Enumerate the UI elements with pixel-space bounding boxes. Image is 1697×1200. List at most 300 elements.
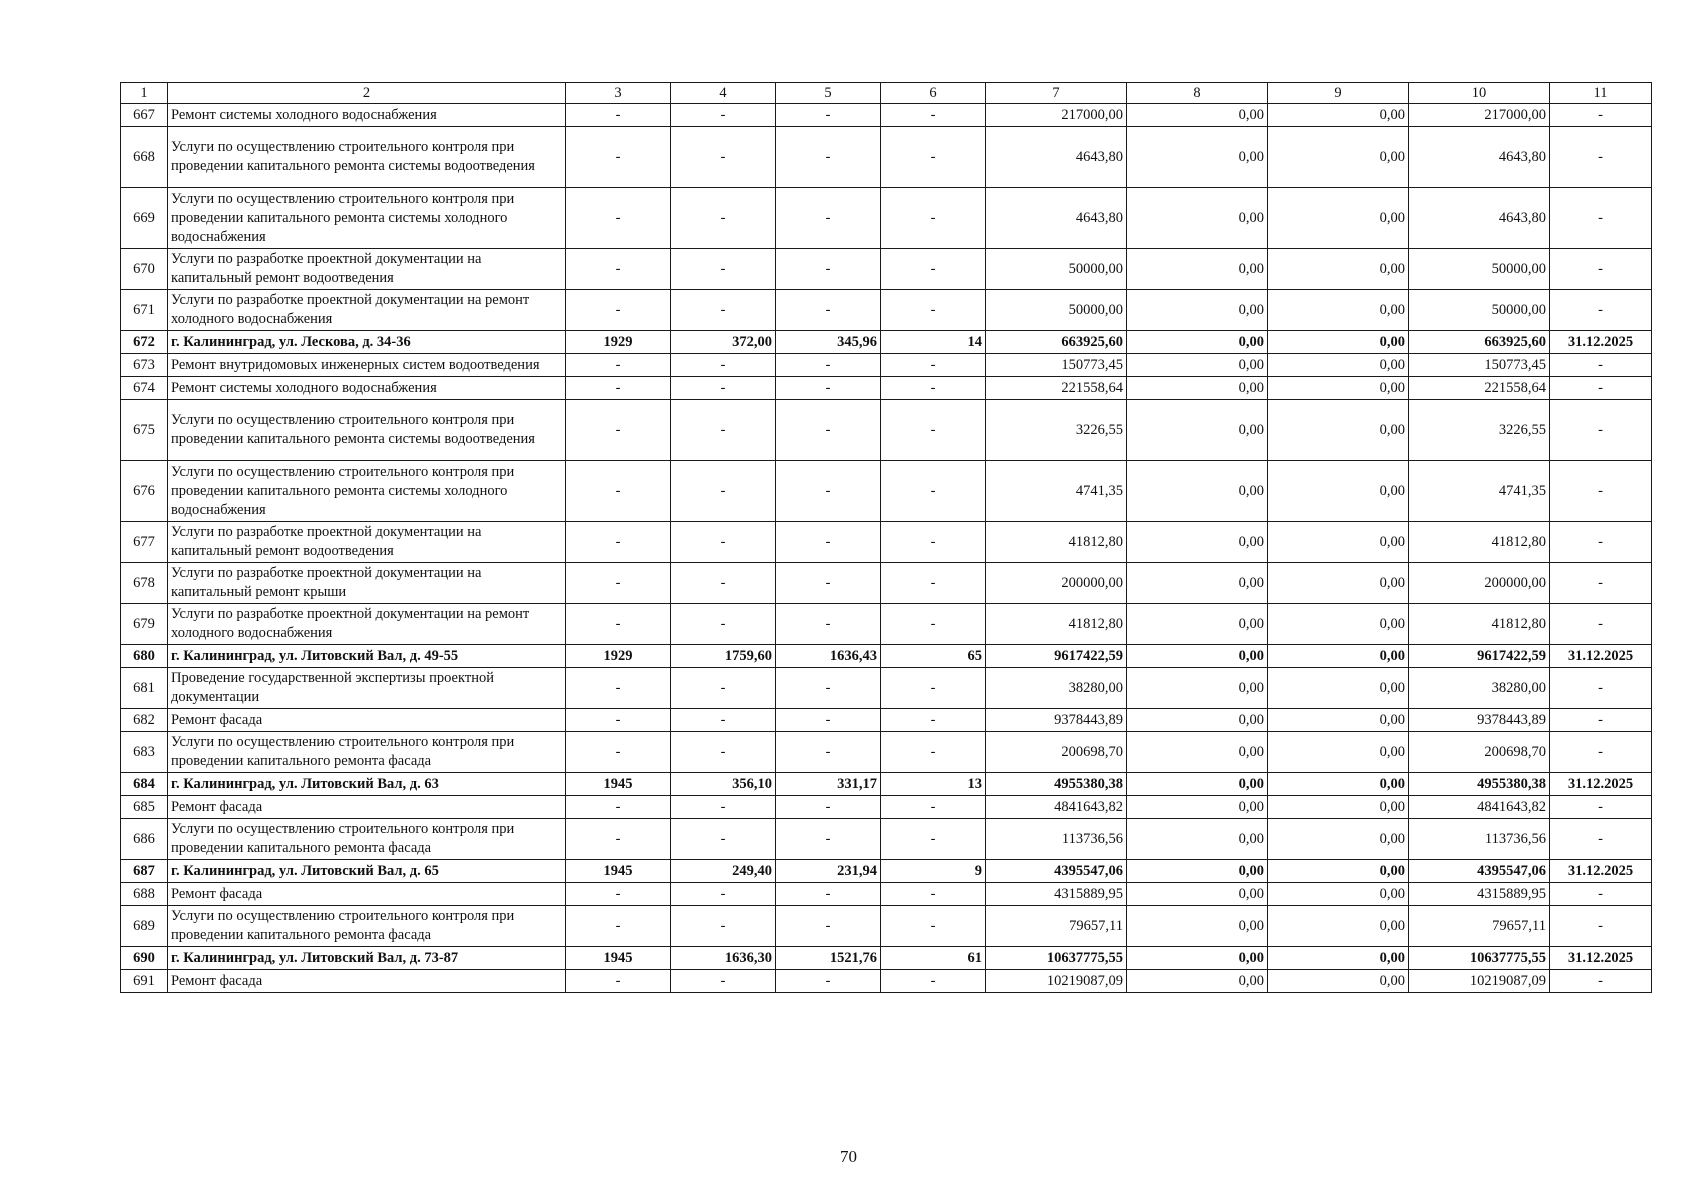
row-number: 676 — [121, 461, 168, 522]
col9-cell: 0,00 — [1268, 645, 1409, 668]
row-name: г. Калининград, ул. Литовский Вал, д. 49-55 — [168, 645, 566, 668]
row-number: 691 — [121, 970, 168, 993]
col11-cell: - — [1550, 709, 1652, 732]
table-row — [121, 906, 1652, 947]
col6-cell: - — [881, 354, 986, 377]
table-row — [121, 604, 1652, 645]
col11-cell: - — [1550, 906, 1652, 947]
repair-program-table — [120, 82, 1652, 993]
col5-cell: - — [776, 188, 881, 249]
col3-cell: - — [566, 883, 671, 906]
col11-cell: - — [1550, 461, 1652, 522]
col8-cell: 0,00 — [1127, 883, 1268, 906]
table-row — [121, 377, 1652, 400]
table-row — [121, 732, 1652, 773]
table-row — [121, 104, 1652, 127]
col10-cell: 9617422,59 — [1409, 645, 1550, 668]
col3-cell: - — [566, 563, 671, 604]
col9-cell: 0,00 — [1268, 188, 1409, 249]
col3-cell: 1929 — [566, 331, 671, 354]
row-name: Проведение государственной экспертизы проектной документации — [168, 668, 566, 709]
table-body — [121, 83, 1652, 993]
col9-cell: 0,00 — [1268, 668, 1409, 709]
col4-cell: - — [671, 522, 776, 563]
row-name: г. Калининград, ул. Лескова, д. 34-36 — [168, 331, 566, 354]
col3-cell: - — [566, 249, 671, 290]
col10-cell: 4395547,06 — [1409, 860, 1550, 883]
table-row — [121, 400, 1652, 461]
col9-cell: 0,00 — [1268, 377, 1409, 400]
col8-cell: 0,00 — [1127, 947, 1268, 970]
col9-cell: 0,00 — [1268, 400, 1409, 461]
col9-cell: 0,00 — [1268, 461, 1409, 522]
col4-cell: - — [671, 127, 776, 188]
row-name: Услуги по осуществлению строительного контроля при проведении капитального ремонта фасада — [168, 906, 566, 947]
col9-cell: 0,00 — [1268, 290, 1409, 331]
col8-cell: 0,00 — [1127, 188, 1268, 249]
col10-cell: 200000,00 — [1409, 563, 1550, 604]
col11-cell: - — [1550, 127, 1652, 188]
column-header: 9 — [1268, 83, 1409, 104]
col9-cell: 0,00 — [1268, 906, 1409, 947]
table-row — [121, 354, 1652, 377]
row-name: Ремонт внутридомовых инженерных систем водоотведения — [168, 354, 566, 377]
row-name: Услуги по разработке проектной документации на ремонт холодного водоснабжения — [168, 604, 566, 645]
col7-cell: 4395547,06 — [986, 860, 1127, 883]
col4-cell: - — [671, 104, 776, 127]
row-number: 674 — [121, 377, 168, 400]
col10-cell: 3226,55 — [1409, 400, 1550, 461]
row-name: Услуги по осуществлению строительного контроля при проведении капитального ремонта фасада — [168, 732, 566, 773]
col3-cell: - — [566, 906, 671, 947]
col8-cell: 0,00 — [1127, 604, 1268, 645]
col11-cell: - — [1550, 249, 1652, 290]
col10-cell: 9378443,89 — [1409, 709, 1550, 732]
col9-cell: 0,00 — [1268, 522, 1409, 563]
col7-cell: 200000,00 — [986, 563, 1127, 604]
row-name: Ремонт фасада — [168, 970, 566, 993]
row-name: г. Калининград, ул. Литовский Вал, д. 65 — [168, 860, 566, 883]
col9-cell: 0,00 — [1268, 819, 1409, 860]
col11-cell: - — [1550, 668, 1652, 709]
col6-cell: - — [881, 400, 986, 461]
row-name: Ремонт фасада — [168, 796, 566, 819]
col9-cell: 0,00 — [1268, 796, 1409, 819]
page-number: 70 — [840, 1147, 857, 1166]
col5-cell: - — [776, 604, 881, 645]
col10-cell: 4315889,95 — [1409, 883, 1550, 906]
col8-cell: 0,00 — [1127, 709, 1268, 732]
col7-cell: 4643,80 — [986, 127, 1127, 188]
col9-cell: 0,00 — [1268, 883, 1409, 906]
table-row — [121, 127, 1652, 188]
col7-cell: 9617422,59 — [986, 645, 1127, 668]
col5-cell: - — [776, 290, 881, 331]
row-number: 670 — [121, 249, 168, 290]
col4-cell: 1636,30 — [671, 947, 776, 970]
table-row — [121, 970, 1652, 993]
col7-cell: 217000,00 — [986, 104, 1127, 127]
col8-cell: 0,00 — [1127, 249, 1268, 290]
row-name: Услуги по осуществлению строительного контроля при проведении капитального ремонта системы холодного водоснабжения — [168, 461, 566, 522]
row-name: Услуги по осуществлению строительного контроля при проведении капитального ремонта фасада — [168, 819, 566, 860]
col8-cell: 0,00 — [1127, 668, 1268, 709]
col7-cell: 113736,56 — [986, 819, 1127, 860]
row-name: Ремонт системы холодного водоснабжения — [168, 377, 566, 400]
col6-cell: - — [881, 249, 986, 290]
col7-cell: 79657,11 — [986, 906, 1127, 947]
col6-cell: - — [881, 461, 986, 522]
col9-cell: 0,00 — [1268, 104, 1409, 127]
col3-cell: - — [566, 104, 671, 127]
col7-cell: 10637775,55 — [986, 947, 1127, 970]
col7-cell: 4315889,95 — [986, 883, 1127, 906]
col8-cell: 0,00 — [1127, 970, 1268, 993]
col4-cell: - — [671, 563, 776, 604]
col3-cell: - — [566, 377, 671, 400]
col5-cell: - — [776, 461, 881, 522]
col9-cell: 0,00 — [1268, 127, 1409, 188]
row-name: Услуги по осуществлению строительного контроля при проведении капитального ремонта системы водоотведения — [168, 127, 566, 188]
col5-cell: 1636,43 — [776, 645, 881, 668]
col8-cell: 0,00 — [1127, 522, 1268, 563]
table-row — [121, 709, 1652, 732]
address-row — [121, 947, 1652, 970]
col8-cell: 0,00 — [1127, 819, 1268, 860]
row-name: Ремонт фасада — [168, 883, 566, 906]
col6-cell: - — [881, 819, 986, 860]
col7-cell: 4741,35 — [986, 461, 1127, 522]
col7-cell: 4841643,82 — [986, 796, 1127, 819]
col7-cell: 50000,00 — [986, 290, 1127, 331]
col3-cell: - — [566, 604, 671, 645]
col10-cell: 200698,70 — [1409, 732, 1550, 773]
col8-cell: 0,00 — [1127, 377, 1268, 400]
col8-cell: 0,00 — [1127, 461, 1268, 522]
col3-cell: - — [566, 400, 671, 461]
row-number: 675 — [121, 400, 168, 461]
column-header: 8 — [1127, 83, 1268, 104]
col11-cell: - — [1550, 400, 1652, 461]
col6-cell: 65 — [881, 645, 986, 668]
row-name: Ремонт системы холодного водоснабжения — [168, 104, 566, 127]
col8-cell: 0,00 — [1127, 331, 1268, 354]
col11-cell: - — [1550, 354, 1652, 377]
col10-cell: 150773,45 — [1409, 354, 1550, 377]
col4-cell: - — [671, 604, 776, 645]
col10-cell: 10219087,09 — [1409, 970, 1550, 993]
column-header: 3 — [566, 83, 671, 104]
table-row — [121, 563, 1652, 604]
col7-cell: 50000,00 — [986, 249, 1127, 290]
row-name: Услуги по осуществлению строительного контроля при проведении капитального ремонта системы водоотведения — [168, 400, 566, 461]
col5-cell: - — [776, 970, 881, 993]
col10-cell: 4955380,38 — [1409, 773, 1550, 796]
col5-cell: - — [776, 354, 881, 377]
col8-cell: 0,00 — [1127, 732, 1268, 773]
col11-cell: - — [1550, 819, 1652, 860]
col9-cell: 0,00 — [1268, 354, 1409, 377]
col8-cell: 0,00 — [1127, 400, 1268, 461]
col5-cell: 231,94 — [776, 860, 881, 883]
row-number: 669 — [121, 188, 168, 249]
col4-cell: - — [671, 188, 776, 249]
col10-cell: 4841643,82 — [1409, 796, 1550, 819]
address-row — [121, 773, 1652, 796]
col9-cell: 0,00 — [1268, 947, 1409, 970]
col5-cell: - — [776, 796, 881, 819]
col11-cell: - — [1550, 188, 1652, 249]
col8-cell: 0,00 — [1127, 354, 1268, 377]
col7-cell: 663925,60 — [986, 331, 1127, 354]
col9-cell: 0,00 — [1268, 970, 1409, 993]
col11-cell: - — [1550, 522, 1652, 563]
row-name: Услуги по разработке проектной документации на капитальный ремонт крыши — [168, 563, 566, 604]
col6-cell: - — [881, 796, 986, 819]
col5-cell: - — [776, 906, 881, 947]
col10-cell: 4643,80 — [1409, 188, 1550, 249]
address-row — [121, 860, 1652, 883]
row-number: 690 — [121, 947, 168, 970]
col7-cell: 4955380,38 — [986, 773, 1127, 796]
col4-cell: - — [671, 732, 776, 773]
col8-cell: 0,00 — [1127, 563, 1268, 604]
col5-cell: - — [776, 668, 881, 709]
col4-cell: - — [671, 400, 776, 461]
col8-cell: 0,00 — [1127, 773, 1268, 796]
col6-cell: 61 — [881, 947, 986, 970]
column-header: 1 — [121, 83, 168, 104]
col4-cell: - — [671, 354, 776, 377]
col4-cell: 1759,60 — [671, 645, 776, 668]
col11-cell: - — [1550, 970, 1652, 993]
row-number: 687 — [121, 860, 168, 883]
col7-cell: 9378443,89 — [986, 709, 1127, 732]
col6-cell: - — [881, 970, 986, 993]
row-number: 689 — [121, 906, 168, 947]
col3-cell: - — [566, 188, 671, 249]
col5-cell: - — [776, 819, 881, 860]
col5-cell: 1521,76 — [776, 947, 881, 970]
col6-cell: - — [881, 883, 986, 906]
col6-cell: - — [881, 127, 986, 188]
row-name: Услуги по осуществлению строительного контроля при проведении капитального ремонта системы холодного водоснабжения — [168, 188, 566, 249]
col8-cell: 0,00 — [1127, 906, 1268, 947]
column-header: 10 — [1409, 83, 1550, 104]
col11-cell: 31.12.2025 — [1550, 773, 1652, 796]
col3-cell: - — [566, 461, 671, 522]
col9-cell: 0,00 — [1268, 331, 1409, 354]
col6-cell: - — [881, 604, 986, 645]
col5-cell: - — [776, 709, 881, 732]
col5-cell: - — [776, 883, 881, 906]
col5-cell: - — [776, 127, 881, 188]
col11-cell: 31.12.2025 — [1550, 331, 1652, 354]
row-number: 679 — [121, 604, 168, 645]
col8-cell: 0,00 — [1127, 860, 1268, 883]
col5-cell: - — [776, 732, 881, 773]
col11-cell: - — [1550, 796, 1652, 819]
table-row — [121, 668, 1652, 709]
row-number: 672 — [121, 331, 168, 354]
col5-cell: - — [776, 249, 881, 290]
row-number: 685 — [121, 796, 168, 819]
col8-cell: 0,00 — [1127, 127, 1268, 188]
col3-cell: 1945 — [566, 947, 671, 970]
row-number: 682 — [121, 709, 168, 732]
col7-cell: 41812,80 — [986, 604, 1127, 645]
col9-cell: 0,00 — [1268, 773, 1409, 796]
col11-cell: - — [1550, 883, 1652, 906]
table-row — [121, 883, 1652, 906]
table-row — [121, 819, 1652, 860]
col11-cell: - — [1550, 377, 1652, 400]
col4-cell: 356,10 — [671, 773, 776, 796]
row-number: 671 — [121, 290, 168, 331]
col8-cell: 0,00 — [1127, 290, 1268, 331]
col8-cell: 0,00 — [1127, 104, 1268, 127]
row-number: 684 — [121, 773, 168, 796]
column-header: 5 — [776, 83, 881, 104]
col4-cell: - — [671, 668, 776, 709]
col10-cell: 10637775,55 — [1409, 947, 1550, 970]
col8-cell: 0,00 — [1127, 645, 1268, 668]
col3-cell: - — [566, 819, 671, 860]
col6-cell: - — [881, 709, 986, 732]
row-number: 680 — [121, 645, 168, 668]
row-name: г. Калининград, ул. Литовский Вал, д. 73-87 — [168, 947, 566, 970]
col6-cell: - — [881, 104, 986, 127]
col5-cell: 331,17 — [776, 773, 881, 796]
col9-cell: 0,00 — [1268, 604, 1409, 645]
col7-cell: 150773,45 — [986, 354, 1127, 377]
col6-cell: - — [881, 906, 986, 947]
table-row — [121, 461, 1652, 522]
col9-cell: 0,00 — [1268, 709, 1409, 732]
col7-cell: 4643,80 — [986, 188, 1127, 249]
col4-cell: - — [671, 377, 776, 400]
col3-cell: 1945 — [566, 773, 671, 796]
col7-cell: 3226,55 — [986, 400, 1127, 461]
col11-cell: - — [1550, 290, 1652, 331]
col7-cell: 10219087,09 — [986, 970, 1127, 993]
col4-cell: - — [671, 906, 776, 947]
table-row — [121, 188, 1652, 249]
col6-cell: - — [881, 732, 986, 773]
col7-cell: 200698,70 — [986, 732, 1127, 773]
col9-cell: 0,00 — [1268, 732, 1409, 773]
col6-cell: - — [881, 290, 986, 331]
column-header: 6 — [881, 83, 986, 104]
row-number: 668 — [121, 127, 168, 188]
col5-cell: - — [776, 400, 881, 461]
col5-cell: - — [776, 377, 881, 400]
col5-cell: - — [776, 563, 881, 604]
row-number: 681 — [121, 668, 168, 709]
col11-cell: - — [1550, 563, 1652, 604]
col4-cell: - — [671, 796, 776, 819]
col10-cell: 38280,00 — [1409, 668, 1550, 709]
col3-cell: - — [566, 290, 671, 331]
col10-cell: 217000,00 — [1409, 104, 1550, 127]
col4-cell: - — [671, 883, 776, 906]
col11-cell: - — [1550, 732, 1652, 773]
row-number: 673 — [121, 354, 168, 377]
col11-cell: - — [1550, 104, 1652, 127]
row-number: 688 — [121, 883, 168, 906]
col11-cell: 31.12.2025 — [1550, 947, 1652, 970]
col4-cell: - — [671, 819, 776, 860]
col6-cell: - — [881, 188, 986, 249]
col10-cell: 50000,00 — [1409, 249, 1550, 290]
col4-cell: 372,00 — [671, 331, 776, 354]
col7-cell: 38280,00 — [986, 668, 1127, 709]
header-row — [121, 83, 1652, 104]
col4-cell: 249,40 — [671, 860, 776, 883]
col9-cell: 0,00 — [1268, 249, 1409, 290]
col9-cell: 0,00 — [1268, 563, 1409, 604]
col3-cell: - — [566, 709, 671, 732]
table-row — [121, 522, 1652, 563]
col8-cell: 0,00 — [1127, 796, 1268, 819]
row-number: 677 — [121, 522, 168, 563]
col11-cell: 31.12.2025 — [1550, 645, 1652, 668]
row-name: г. Калининград, ул. Литовский Вал, д. 63 — [168, 773, 566, 796]
col7-cell: 41812,80 — [986, 522, 1127, 563]
col11-cell: - — [1550, 604, 1652, 645]
col10-cell: 663925,60 — [1409, 331, 1550, 354]
col4-cell: - — [671, 461, 776, 522]
column-header: 7 — [986, 83, 1127, 104]
col10-cell: 41812,80 — [1409, 522, 1550, 563]
col5-cell: 345,96 — [776, 331, 881, 354]
col10-cell: 41812,80 — [1409, 604, 1550, 645]
table-row — [121, 796, 1652, 819]
col3-cell: - — [566, 796, 671, 819]
col10-cell: 4741,35 — [1409, 461, 1550, 522]
col3-cell: - — [566, 668, 671, 709]
row-name: Ремонт фасада — [168, 709, 566, 732]
row-number: 667 — [121, 104, 168, 127]
col10-cell: 50000,00 — [1409, 290, 1550, 331]
col6-cell: - — [881, 563, 986, 604]
col10-cell: 79657,11 — [1409, 906, 1550, 947]
col6-cell: - — [881, 522, 986, 563]
row-number: 686 — [121, 819, 168, 860]
col3-cell: - — [566, 127, 671, 188]
col3-cell: - — [566, 354, 671, 377]
col9-cell: 0,00 — [1268, 860, 1409, 883]
col6-cell: - — [881, 668, 986, 709]
row-name: Услуги по разработке проектной документации на ремонт холодного водоснабжения — [168, 290, 566, 331]
col6-cell: 14 — [881, 331, 986, 354]
row-number: 683 — [121, 732, 168, 773]
col3-cell: - — [566, 522, 671, 563]
col3-cell: - — [566, 970, 671, 993]
col4-cell: - — [671, 970, 776, 993]
col6-cell: 9 — [881, 860, 986, 883]
address-row — [121, 645, 1652, 668]
col3-cell: 1929 — [566, 645, 671, 668]
address-row — [121, 331, 1652, 354]
col10-cell: 221558,64 — [1409, 377, 1550, 400]
col7-cell: 221558,64 — [986, 377, 1127, 400]
column-header: 11 — [1550, 83, 1652, 104]
row-name: Услуги по разработке проектной документации на капитальный ремонт водоотведения — [168, 522, 566, 563]
col6-cell: 13 — [881, 773, 986, 796]
row-name: Услуги по разработке проектной документации на капитальный ремонт водоотведения — [168, 249, 566, 290]
table-row — [121, 290, 1652, 331]
